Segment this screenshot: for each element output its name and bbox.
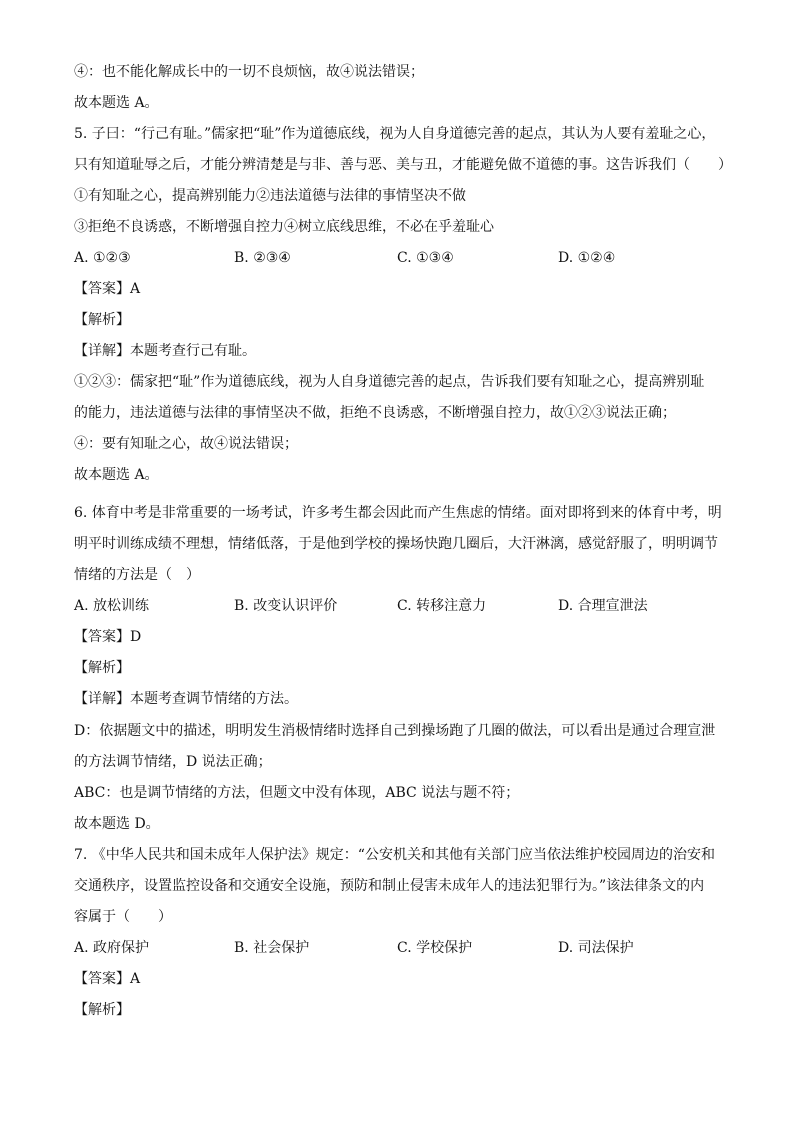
q4-conclusion: 故本题选 A。 [74, 95, 159, 111]
q5-option-b: B. ②③④ [234, 250, 291, 266]
q7-stem-line-1: 7. 《中华人民共和国未成年人保护法》规定：“公安机关和其他有关部门应当依法维护校园周边的治安和 [74, 847, 715, 863]
q5-explain-line-3: ④：要有知耻之心，故④说法错误； [74, 436, 298, 452]
q5-option-d: D. ①②④ [558, 250, 616, 266]
q5-explain-line-2: 的能力，违法道德与法律的事情坚决不做，拒绝不良诱惑，不断增强自控力，故①②③说法正确； [74, 405, 676, 421]
q6-explain-line-3: ABC：也是调节情绪的方法，但题文中没有体现，ABC 说法与题不符； [74, 785, 520, 801]
q5-option-c: C. ①③④ [397, 250, 454, 266]
q6-option-a: A. 放松训练 [74, 598, 150, 614]
q6-explain-line-2: 的方法调节情绪，D 说法正确； [74, 754, 272, 770]
q7-option-d: D. 司法保护 [558, 940, 634, 956]
q7-stem-line-3: 容属于（ ） [74, 909, 172, 925]
q7-stem-line-2: 交通秩序，设置监控设备和交通安全设施，预防和制止侵害未成年人的违法犯罪行为。”该法律条文的内 [74, 878, 705, 894]
q5-options [74, 248, 724, 268]
q6-detail: 【详解】本题考查调节情绪的方法。 [74, 691, 298, 707]
q5-detail: 【详解】本题考查行己有耻。 [74, 343, 256, 359]
q5-stem-line-1: 5. 子曰：“行己有耻。”儒家把“耻”作为道德底线，视为人自身道德完善的起点，其认为人要有羞耻之心， [74, 126, 716, 142]
q5-option-a: A. ①②③ [74, 250, 131, 266]
q7-option-a: A. 政府保护 [74, 940, 150, 956]
q5-analysis-label: 【解析】 [74, 312, 130, 328]
q6-stem-line-1: 6. 体育中考是非常重要的一场考试，许多考生都会因此而产生焦虑的情绪。面对即将到来的体育中考，明 [74, 505, 722, 521]
q6-conclusion: 故本题选 D。 [74, 816, 160, 832]
q5-answer: 【答案】A [74, 281, 141, 297]
q5-stem-line-2: 只有知道耻辱之后，才能分辨清楚是与非、善与恶、美与丑，才能避免做不道德的事。这告诉我们（ ） [74, 157, 732, 173]
q6-analysis-label: 【解析】 [74, 660, 130, 676]
q6-option-b: B. 改变认识评价 [234, 598, 338, 614]
q6-stem-line-3: 情绪的方法是（ ） [74, 567, 200, 583]
q7-option-b: B. 社会保护 [234, 940, 310, 956]
q7-option-c: C. 学校保护 [397, 940, 473, 956]
q5-statements-line-1: ①有知耻之心，提高辨别能力②违法道德与法律的事情坚决不做 [74, 188, 466, 204]
q6-option-d: D. 合理宣泄法 [558, 598, 648, 614]
q6-stem-line-2: 明平时训练成绩不理想，情绪低落，于是他到学校的操场快跑几圈后，大汗淋漓，感觉舒服了，明明调节 [74, 536, 718, 552]
q5-conclusion: 故本题选 A。 [74, 467, 159, 483]
q7-analysis-label: 【解析】 [74, 1002, 130, 1018]
q6-explain-line-1: D：依据题文中的描述，明明发生消极情绪时选择自己到操场跑了几圈的做法，可以看出是通过合理宣泄 [74, 723, 716, 739]
q5-explain-line-1: ①②③：儒家把“耻”作为道德底线，视为人自身道德完善的起点，告诉我们要有知耻之心，提高辨别耻 [74, 374, 705, 390]
q6-options [74, 596, 724, 616]
q5-statements-line-2: ③拒绝不良诱惑，不断增强自控力④树立底线思维，不必在乎羞耻心 [74, 219, 494, 235]
q6-answer: 【答案】D [74, 629, 142, 645]
q6-option-c: C. 转移注意力 [397, 598, 487, 614]
q7-options [74, 938, 724, 958]
q4-explain-line: ④：也不能化解成长中的一切不良烦恼，故④说法错误； [74, 64, 424, 80]
q7-answer: 【答案】A [74, 971, 141, 987]
